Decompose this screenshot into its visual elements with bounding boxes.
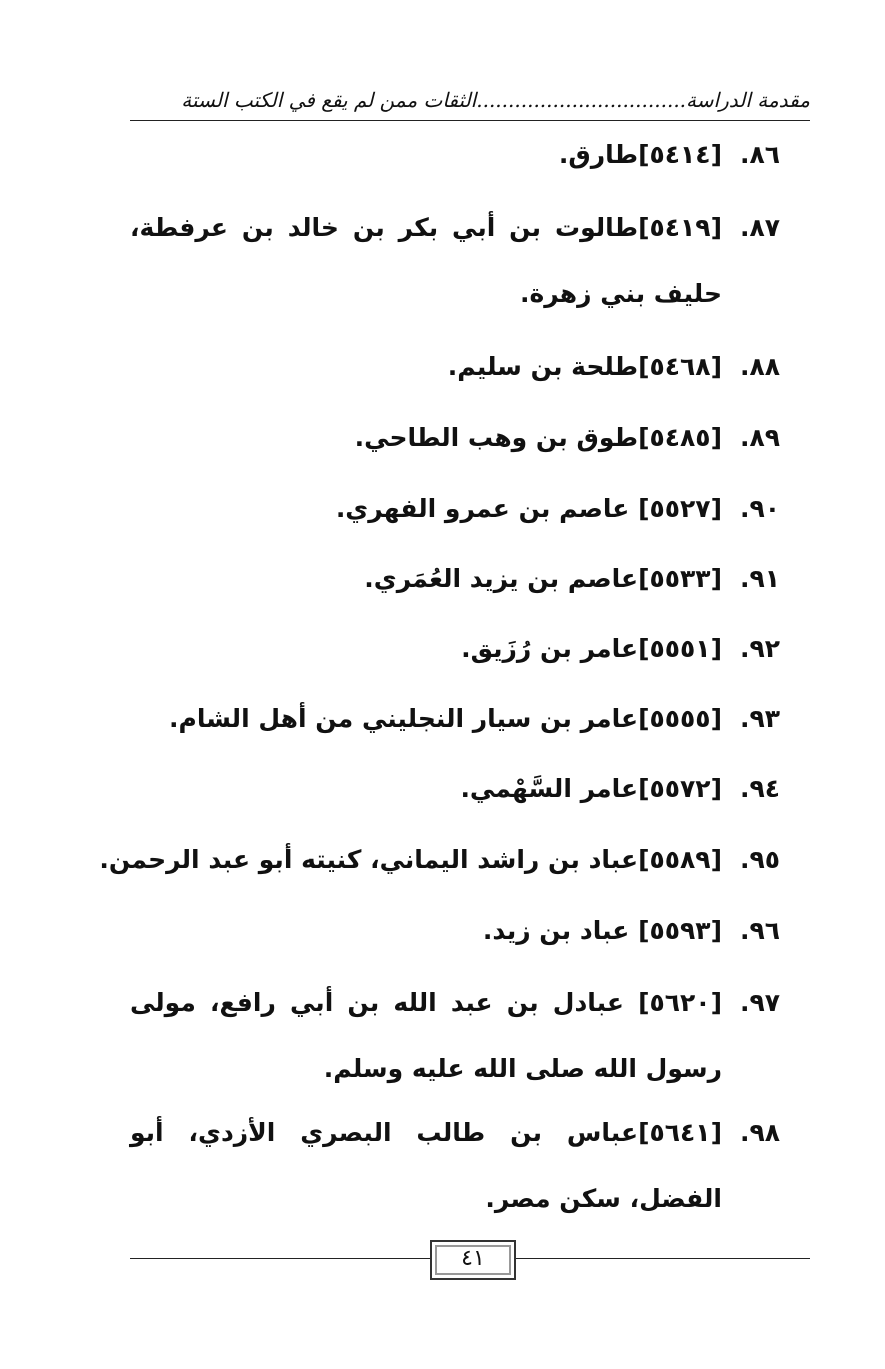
- entry-number: ٩٧.: [739, 988, 780, 1017]
- entry-text: [٥٥٥٥]عامر بن سيار النجليني من أهل الشام.: [169, 704, 722, 733]
- entry-text: [٥٥٨٩]عباد بن راشد اليماني، كنيته أبو عبد الرحمن.: [99, 845, 722, 874]
- entry-text: [٥٥٥١]عامر بن رُزَيق.: [461, 634, 722, 663]
- entry-text: [٥٦٤١]عباس بن طالب البصري الأزدي، أبو الفضل، سكن مصر.: [130, 1118, 722, 1213]
- page-number-frame: [430, 1240, 516, 1280]
- entry-text: [٥٤٨٥]طوق بن وهب الطاحي.: [354, 423, 722, 452]
- entry-number: ٩٢.: [739, 634, 780, 663]
- header-title: مقدمة الدراسة.................................الثقات ممن لم يقع في الكتب الستة: [181, 88, 810, 112]
- entry-number: ٨٦.: [739, 140, 780, 169]
- entry-text: [٥٤١٩]طالوت بن أبي بكر بن خالد بن عرفطة، حليف بني زهرة.: [130, 213, 722, 308]
- entry-number: ٨٩.: [739, 423, 780, 452]
- entry-text: [٥٥٩٣] عباد بن زيد.: [482, 916, 722, 945]
- entry-number: ٩٦.: [739, 916, 780, 945]
- entry-number: ٩٤.: [739, 774, 780, 803]
- entry-text: [٥٤١٤]طارق.: [558, 140, 722, 169]
- entry-text: [٥٦٢٠] عبادل بن عبد الله بن أبي رافع، مولى رسول الله صلى الله عليه وسلم.: [130, 988, 722, 1083]
- entry-text: [٥٥٢٧] عاصم بن عمرو الفهري.: [335, 494, 722, 523]
- entry-text: [٥٥٧٢]عامر السَّهْمي.: [460, 774, 722, 803]
- page-footer: [130, 1238, 810, 1278]
- entry-text: [٥٥٣٣]عاصم بن يزيد العُمَري.: [364, 564, 722, 593]
- entry-number: ٨٧.: [739, 213, 780, 242]
- running-header: [130, 86, 810, 121]
- entry-number: ٩٠.: [739, 494, 780, 523]
- entry-number: ٩٨.: [739, 1118, 780, 1147]
- entry-number: ٩٥.: [739, 845, 780, 874]
- page-number: ٤١: [461, 1246, 485, 1271]
- entry-number: ٨٨.: [739, 352, 780, 381]
- entry-text: [٥٤٦٨]طلحة بن سليم.: [447, 352, 722, 381]
- entry-number: ٩١.: [739, 564, 780, 593]
- entry-number: ٩٣.: [739, 704, 780, 733]
